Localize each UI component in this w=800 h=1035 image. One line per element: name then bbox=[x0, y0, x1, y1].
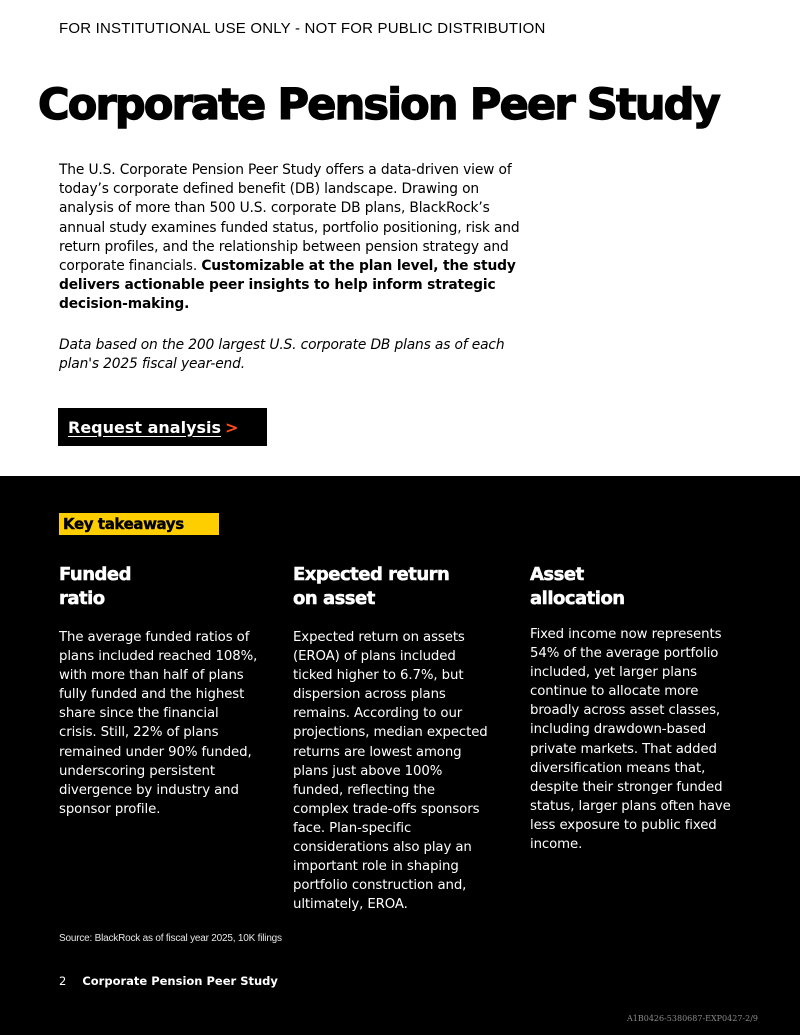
footer-title: Corporate Pension Peer Study bbox=[82, 974, 278, 988]
takeaway-heading-line2: on asset bbox=[293, 588, 375, 609]
takeaway-heading-line2: ratio bbox=[59, 588, 105, 609]
takeaway-heading-line1: Expected return bbox=[293, 564, 450, 585]
takeaway-funded-ratio bbox=[59, 563, 259, 817]
page-number: 2 bbox=[59, 974, 67, 988]
takeaway-body: Expected return on assets (EROA) of plans included ticked higher to 6.7%, but dispersion across plans remains. According to our projections, median expected returns are lowest among plans just above 100% funded, reflecting the complex trade-offs sponsors face. Plan-specific considerations also play an important role in shaping portfolio construction and, ultimately, EROA. bbox=[293, 630, 488, 913]
takeaway-asset-allocation bbox=[530, 563, 735, 853]
disclaimer: FOR INSTITUTIONAL USE ONLY - NOT FOR PUBLIC DISTRIBUTION bbox=[59, 20, 546, 37]
intro-text: The U.S. Corporate Pension Peer Study offers a data-driven view of today’s corporate defined benefit (DB) landscape. Drawing on analysis of more than 500 U.S. corporate DB plans, BlackRock’s annual study examines funded status, portfolio positioning, risk and return profiles, and the relationship between pension strategy and corporate financials. bbox=[59, 162, 520, 275]
page-footer bbox=[59, 974, 278, 988]
request-analysis-label: Request analysis bbox=[68, 417, 222, 437]
takeaway-expected-return bbox=[293, 563, 493, 913]
key-takeaways-badge: Key takeaways bbox=[59, 513, 219, 535]
takeaway-heading bbox=[59, 563, 259, 611]
takeaway-heading-line1: Funded bbox=[59, 564, 132, 585]
intro-section bbox=[0, 0, 800, 476]
intro-paragraph bbox=[59, 161, 529, 315]
chevron-right-icon: > bbox=[225, 417, 239, 437]
request-analysis-button[interactable] bbox=[58, 408, 267, 446]
takeaway-heading-line2: allocation bbox=[530, 588, 625, 609]
takeaway-body: Fixed income now represents 54% of the average portfolio included, yet larger plans continue to allocate more broadly across asset classes, including drawdown-based private markets. That added diversification means that, despite their stronger funded status, larger plans often have less exposure to public fixed income. bbox=[530, 627, 731, 853]
source-note: Source: BlackRock as of fiscal year 2025, 10K filings bbox=[59, 933, 282, 944]
takeaway-heading bbox=[530, 563, 735, 611]
takeaway-heading bbox=[293, 563, 493, 611]
takeaway-heading-line1: Asset bbox=[530, 564, 584, 585]
takeaway-body: The average funded ratios of plans included reached 108%, with more than half of plans fully funded and the highest share since the financial crisis. Still, 22% of plans remained under 90% funded, underscoring persistent divergence by industry and sponsor profile. bbox=[59, 630, 258, 817]
page-title: Corporate Pension Peer Study bbox=[38, 80, 719, 130]
intro-bold-text: Customizable at the plan level, the study delivers actionable peer insights to help inform strategic decision-making. bbox=[59, 258, 516, 313]
data-note: Data based on the 200 largest U.S. corporate DB plans as of each plan's 2025 fiscal year-end. bbox=[59, 337, 505, 373]
document-id: A1B0426-5380687-EXP0427-2/9 bbox=[627, 1014, 758, 1023]
